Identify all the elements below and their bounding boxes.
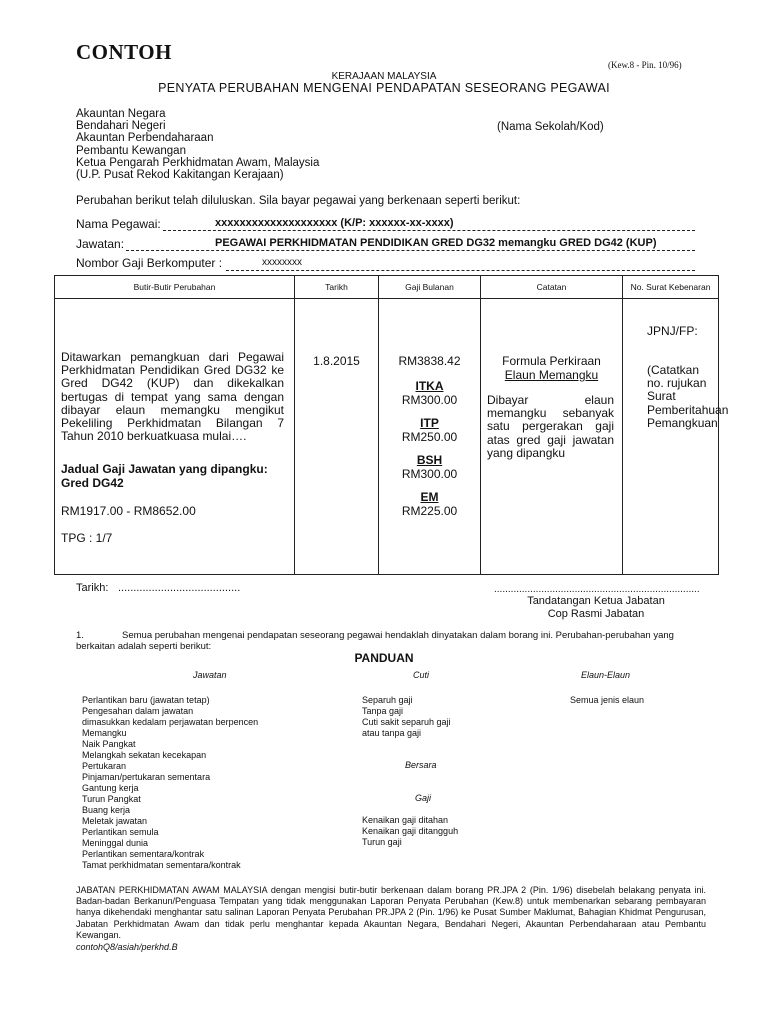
gaji-cell — [379, 299, 481, 575]
panduan-header-cuti: Cuti — [413, 670, 430, 680]
butir-cell — [55, 299, 295, 575]
list-item: Memangku — [82, 728, 127, 738]
government-heading: KERAJAAN MALAYSIA — [331, 71, 437, 82]
gaji-list — [362, 815, 458, 848]
recipient-list — [76, 108, 319, 181]
list-item: Perlantikan semula — [82, 827, 159, 837]
elaun-list — [570, 695, 644, 706]
effective-date: 1.8.2015 — [313, 354, 360, 368]
catatan-text: Dibayar elaun memangku sebanyak satu pergerakan gaji atas gred gaji jawatan yang dipangku — [487, 393, 614, 460]
nama-underline — [163, 230, 695, 231]
gaji-header: Gaji — [415, 793, 432, 803]
recipient-item: (U.P. Pusat Rekod Kakitangan Kerajaan) — [76, 169, 284, 182]
allowance-amount: RM300.00 — [401, 467, 458, 481]
header-butir: Butir-Butir Perubahan — [55, 276, 295, 299]
list-item: Separuh gaji — [362, 695, 413, 705]
header-catatan: Catatan — [481, 276, 623, 299]
footer-text: JABATAN PERKHIDMATAN AWAM MALAYSIA dengan mengisi butir-butir berkenaan dalam borang PR.JPA 2 (Pin. 1/96) disebelah belakang penyata ini. Badan-badan Berkanun/Penguasa Tempatan yang tidak menggunakan Laporan Penyata Perubahan (Kew.8) untuk membenarkan sebarang pembayaran hanya dikehendaki menghantar satu salinan Laporan Penyata Perubahan PR.JPA 2 (Pin. 1/96) ke Pusat Sumber Maklumat, Bahagian Khidmat Pengurusan, Jabatan Perkhidmatan Awam dan tidak perlu menghantar kepada Akauntan Negara, Bendahari Negeri, Akauntan Perbendaharaan atau Pembantu Kewangan. — [76, 885, 706, 940]
change-description: Ditawarkan pemangkuan dari Pegawai Perkhidmatan Pendidikan Gred DG32 ke Gred DG42 (KUP) dan dikekalkan bertugas di tempat yang sama dengan dibayar elaun memangku mengikut Pekeliling Perkhidmatan Bilangan 7 Tahun 2010 berkuatkuasa mulai…. — [61, 350, 284, 444]
jawatan-value: PEGAWAI PERKHIDMATAN PENDIDIKAN GRED DG32 memangku GRED DG42 (KUP) — [215, 237, 657, 249]
school-name-placeholder: (Nama Sekolah/Kod) — [497, 121, 604, 133]
surat-cell — [623, 299, 729, 575]
catatan-cell — [481, 299, 623, 575]
list-item: Gantung kerja — [82, 783, 139, 793]
list-item: Tanpa gaji — [362, 706, 404, 716]
list-item: Perlantikan baru (jawatan tetap) — [82, 695, 210, 705]
list-item: dimasukkan kedalam perjawatan berpencen — [82, 717, 259, 727]
list-item: Meletak jawatan — [82, 816, 148, 826]
tarikh-dots: ........................................ — [118, 582, 241, 594]
jadual-gaji-title: Jadual Gaji Jawatan yang dipangku: Gred DG42 — [61, 462, 268, 490]
recipient-item: Pembantu Kewangan — [76, 144, 186, 157]
panduan-header-elaun: Elaun-Elaun — [581, 670, 631, 680]
formula-title: Formula Perkiraan — [502, 354, 601, 368]
allowance-label: ITKA — [415, 379, 444, 393]
signature-block — [496, 595, 696, 621]
table-header-row — [55, 276, 719, 299]
list-item: atau tanpa gaji — [362, 728, 422, 738]
note-number: 1. — [76, 630, 84, 641]
form-reference: (Kew.8 - Pin. 10/96) — [608, 60, 682, 70]
nama-value: xxxxxxxxxxxxxxxxxxxx (K/P: xxxxxx-xx-xxxx) — [215, 217, 454, 229]
list-item: Meninggal dunia — [82, 838, 149, 848]
recipient-item: Bendahari Negeri — [76, 120, 166, 133]
allowance-amount: RM300.00 — [401, 393, 458, 407]
tarikh-label: Tarikh: — [76, 582, 109, 594]
stamp-label: Cop Rasmi Jabatan — [547, 608, 645, 620]
panduan-header-jawatan: Jawatan — [193, 670, 227, 680]
intro-text: Perubahan berikut telah diluluskan. Sila bayar pegawai yang berkenaan seperti berikut: — [76, 195, 521, 207]
recipient-item: Ketua Pengarah Perkhidmatan Awam, Malaysia — [76, 156, 320, 169]
allowance-label: ITP — [420, 416, 439, 430]
gaji-label: Nombor Gaji Berkomputer : — [76, 256, 223, 270]
list-item: Kenaikan gaji ditahan — [362, 815, 449, 825]
list-item: Pengesahan dalam jawatan — [82, 706, 194, 716]
list-item: Naik Pangkat — [82, 739, 136, 749]
file-reference: contohQ8/asiah/perkhd.B — [76, 942, 178, 952]
panduan-title: PANDUAN — [354, 651, 414, 665]
jawatan-list — [82, 695, 258, 871]
gaji-value: xxxxxxxx — [262, 257, 302, 268]
monthly-salary: RM3838.42 — [398, 354, 461, 368]
list-item: Cuti sakit separuh gaji — [362, 717, 451, 727]
changes-table — [54, 275, 729, 575]
nama-label: Nama Pegawai: — [76, 217, 161, 231]
header-gaji: Gaji Bulanan — [379, 276, 481, 299]
surat-note: (Catatkan no. rujukan Surat Pemberitahuan Pemangkuan — [647, 363, 729, 430]
allowance-label: EM — [420, 490, 439, 504]
contoh-label: CONTOH — [76, 40, 172, 64]
form-title: PENYATA PERUBAHAN MENGENAI PENDAPATAN SESEORANG PEGAWAI — [158, 81, 610, 95]
header-surat: No. Surat Kebenaran — [623, 276, 719, 299]
header-tarikh: Tarikh — [295, 276, 379, 299]
note-text: Semua perubahan mengenai pendapatan seseorang pegawai hendaklah dinyatakan dalam borang ini. Perubahan-perubahan yang berkaitan adalah seperti berikut: — [76, 630, 674, 652]
gaji-underline — [226, 270, 695, 271]
list-item: Pertukaran — [82, 761, 127, 771]
cuti-list — [362, 695, 451, 739]
allowance-label: BSH — [416, 453, 443, 467]
allowance-amount: RM225.00 — [401, 504, 458, 518]
bersara-header: Bersara — [405, 760, 437, 770]
tarikh-cell — [295, 299, 379, 575]
list-item: Turun Pangkat — [82, 794, 141, 804]
recipient-item: Akauntan Perbendaharaan — [76, 132, 214, 145]
signature-label: Tandatangan Ketua Jabatan — [527, 595, 665, 607]
list-item: Pinjaman/pertukaran sementara — [82, 772, 211, 782]
list-item: Kenaikan gaji ditangguh — [362, 826, 459, 836]
list-item: Melangkah sekatan kecekapan — [82, 750, 207, 760]
table-row — [55, 299, 719, 575]
surat-reference: JPNJ/FP: — [647, 324, 698, 338]
list-item: Tamat perkhidmatan sementara/kontrak — [82, 860, 241, 870]
formula-subtitle: Elaun Memangku — [504, 368, 599, 382]
list-item: Semua jenis elaun — [570, 695, 645, 705]
tpg-value: TPG : 1/7 — [61, 531, 113, 546]
allowance-amount: RM250.00 — [401, 430, 458, 444]
list-item: Perlantikan sementara/kontrak — [82, 849, 205, 859]
list-item: Buang kerja — [82, 805, 131, 815]
signature-dots: .......................................................................... — [494, 584, 700, 595]
recipient-item: Akauntan Negara — [76, 108, 166, 120]
list-item: Turun gaji — [362, 837, 402, 847]
jawatan-label: Jawatan: — [76, 237, 125, 251]
jawatan-underline — [126, 250, 695, 251]
salary-range: RM1917.00 - RM8652.00 — [61, 504, 196, 519]
